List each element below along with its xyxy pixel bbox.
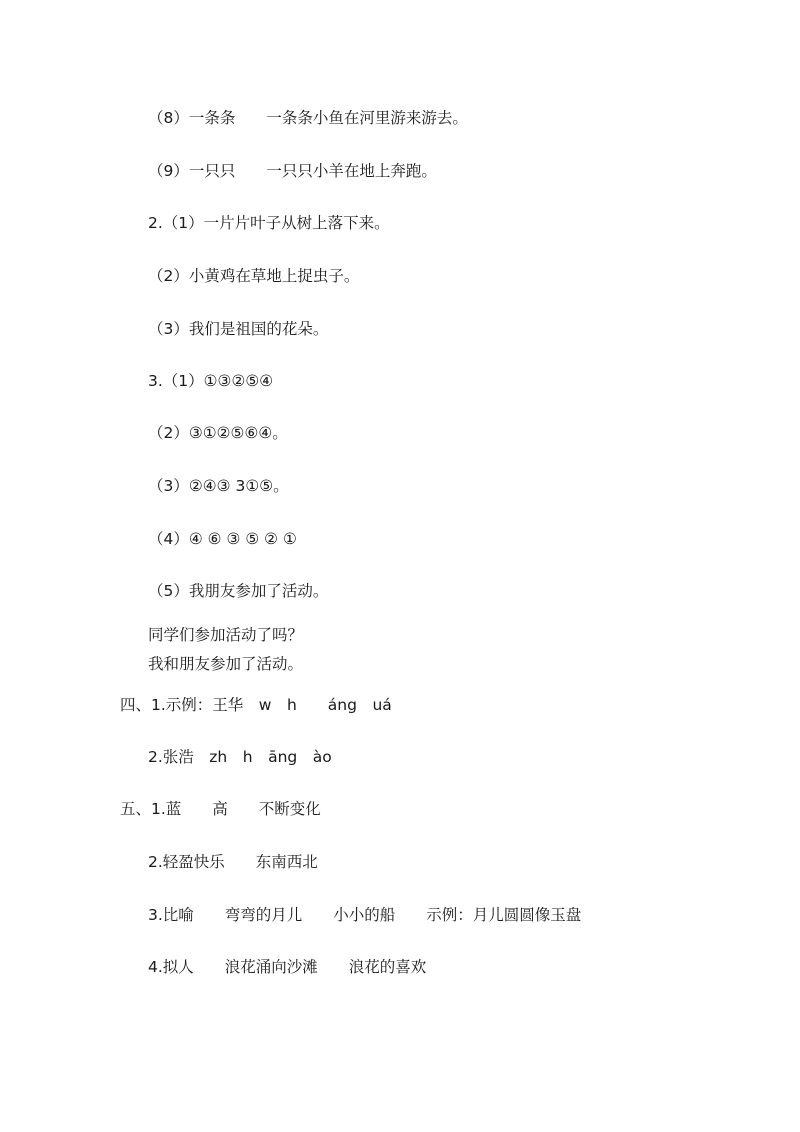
answer-line-8: （8）一条条 一条条小鱼在河里游来游去。 [148,109,468,127]
answer-2-3: （3）我们是祖国的花朵。 [148,320,329,338]
section-5-answer-1: 五、1.蓝 高 不断变化 [120,800,321,818]
answer-3-3: （3）②④③ 3①⑤。 [148,477,289,495]
answer-3-2: （2）③①②⑤⑥④。 [148,424,288,442]
answer-2-1: 2.（1）一片片叶子从树上落下来。 [148,214,390,232]
answer-3-5: （5）我朋友参加了活动。 [148,582,329,600]
section-4-answer-2: 2.张浩 zh h āng ào [148,748,332,766]
section-4-answer-1: 四、1.示例：王华 w h áng uá [120,696,392,714]
answer-3-5-question: 同学们参加活动了吗？ [148,626,304,644]
answer-3-5-reply: 我和朋友参加了活动。 [148,655,304,673]
answer-3-1: 3.（1）①③②⑤④ [148,372,274,390]
answer-3-4: （4）④ ⑥ ③ ⑤ ② ① [148,530,297,548]
section-5-answer-3: 3.比喻 弯弯的月儿 小小的船 示例：月儿圆圆像玉盘 [148,906,582,924]
section-5-answer-4: 4.拟人 浪花涌向沙滩 浪花的喜欢 [148,958,427,976]
answer-line-9: （9）一只只 一只只小羊在地上奔跑。 [148,162,437,180]
answer-2-2: （2）小黄鸡在草地上捉虫子。 [148,267,360,285]
section-5-answer-2: 2.轻盈快乐 东南西北 [148,853,318,871]
